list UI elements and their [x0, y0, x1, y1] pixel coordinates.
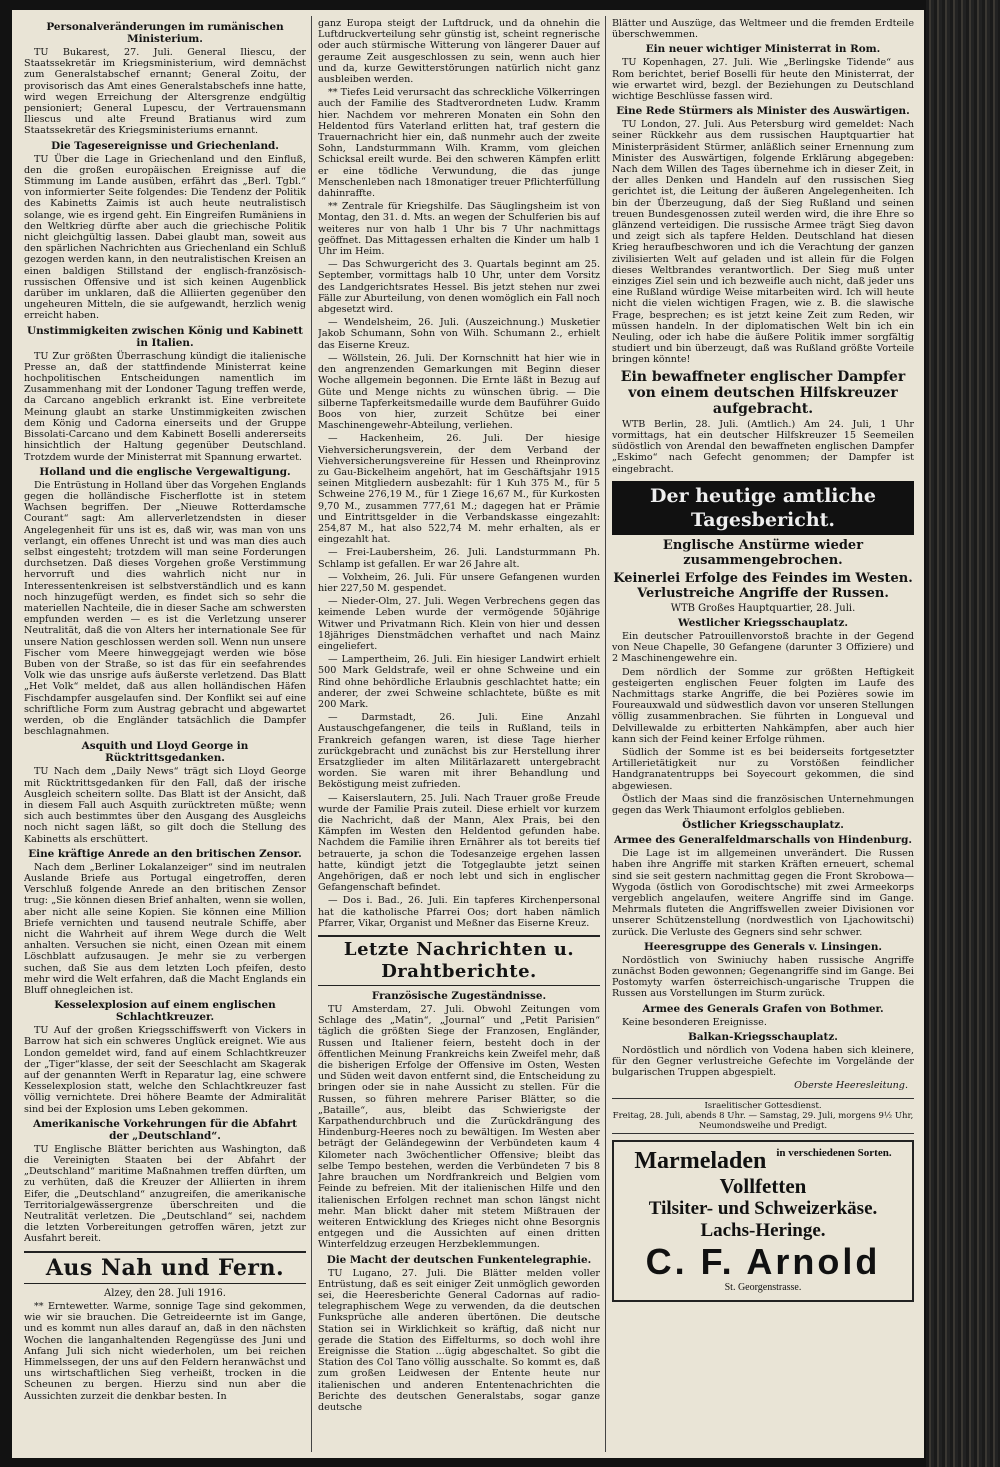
- article-text: TU London, 27. Juli. Aus Petersburg wird gemeldet: Nach seiner Rückkehr aus dem russischen Hauptquartier hat Ministerpräsident Stürmer, anläßlich seiner Ernennung zum Minister des Auswärtigen, folgende Erklärung abgegeben: Nach dem Willen des Tages übernehme ich in dieser Zeit, in der alles Denken und Handeln auf den russischen Sieg gerichtet ist, die Leitung der äußeren Angelegenheiten. Ich bin der Überzeugung, daß der Sieg Rußland und seinen treuen Bundesgenossen zuteil werden wird, die ihre Ehre so glänzend verteidigen. Die russische Armee trägt Sieg davon und zeigt sich als tapfere Helden. Deutschland hat diesen Krieg heraufbeschworen und ich die Verachtung der ganzen zivilisierten Welt auf geladen und ist allein für die Folgen dieses Weltbrandes verantwortlich. Der Sieg muß unter einziges Ziel sein und ich bezweifle auch nicht, daß jeder uns eine Rußland würdige Weise mitarbeiten wird. Ich will heute nicht die vielen wichtigen Fragen, wie z. B. die slawische Frage, besprechen; es ist jetzt keine Zeit zum Reden, wir müssen handeln. In der diplomatischen Welt bin ich ein Neuling, oder ich habe die äußere Politik immer sorgfältig studiert und bin überzeugt, daß was Rußland größte Vorteile bringen könnte!: [612, 119, 914, 366]
- headline: Armee des Generals Grafen von Bothmer.: [642, 1002, 884, 1015]
- section-title: Der heutige amtliche Tagesbericht.: [612, 481, 914, 535]
- article-text: — Darmstadt, 26. Juli. Eine Anzahl Austauschgefangener, die teils in Rußland, teils in Frankreich gefangen waren, ist diese Tage hierher zurückgebracht und zunächst bis zur Herstellung ihrer Ersatzglieder im alten Militärlazarett untergebracht worden. Sie waren mit ihrer Behandlung und Beköstigung meist zufrieden.: [318, 712, 600, 791]
- article-text: Dem nördlich der Somme zur größten Heftigkeit gesteigerten englischen Feuer folgten im Laufe des Nachmittags starke Angriffe, die bei Pozières sowie im Foureauxwald und südwestlich davon vor unseren Stellungen völlig zusammenbrachen. Sie führten in Longueval und Delvillewalde zu erbitterten Nahkämpfen, aber auch hier kann sich der Feind keiner Erfolge rühmen.: [612, 666, 914, 745]
- article-text: ** Tiefes Leid verursacht das schreckliche Völkerringen auch der Familie des Stadtverordneten Ludw. Kramm hier. Nachdem vor mehreren Monaten ein Sohn den Heldentod fürs Vaterland erlitten hat, traf gestern die Trauernachricht hier ein, daß nunmehr auch der zweite Sohn, Landsturmmann Wilh. Kramm, vom gleichen Schicksal ereilt wurde. Bei den schweren Kämpfen erlitt er eine tödliche Verwundung, die das junge Menschenleben nach 18monatiger treuer Pflichterfüllung dahinraffte.: [318, 87, 600, 200]
- notice-title: Israelitischer Gottesdienst.: [704, 1100, 822, 1111]
- article-text: Ein deutscher Patrouillenvorstoß brachte in der Gegend von Neue Chapelle, 30 Gefangene (darunter 3 Offiziere) und 2 Maschinengewehre ein.: [612, 630, 914, 665]
- article-text: Die Entrüstung in Holland über das Vorgehen Englands gegen die holländische Fischerflotte ist in stetem Wachsen begriffen. Der „Nieuwe Rotterdamsche Courant“ sagt: Am allerverletzendsten in dieser Angelegenheit für uns ist es, daß wir, was man von uns verlangt, ein offenes Unrecht ist und was man dies auch selbst eingesteht; trotzdem will man seine Forderungen durchsetzen. Daß dieses Vorgehen große Verstimmung hervorruft und dies wahrlich nicht nur in Interessentenkreisen ist selbstverständlich und es kann noch hinzugefügt werden, es findet sich so sehr die materiellen Nachteile, die in dieser Sache am schwersten empfunden werden — es ist die Verletzung unserer Neutralität, daß die von Alters her internationale See für unsere Nation geschlossen werden soll. Wenn nun unsere Fischer vom Meere hinweggejagt werden wie böse Buben von der Straße, so ist das für ein seefahrendes Volk wie das unsrige aufs äußerste verletzend. Das Blatt „Het Volk“ meldet, daß aus allen holländischen Häfen Fischdampfer ausgelaufen sind. Der Konflikt sei auf eine schriftliche Form zum Austrag gebracht und abgewartet werden, ob die Engländer tatsächlich die Dampfer beschlagnahmen.: [24, 479, 306, 738]
- headline: Westlicher Kriegsschauplatz.: [677, 616, 849, 629]
- article-text: — Nieder-Olm, 27. Juli. Wegen Verbrechens gegen das keimende Leben wurde der vermögende 50jährige Witwer und Privatmann Rich. Klein von hier und dessen 18jähriges Dienstmädchen verhaftet und nach Mainz eingeliefert.: [318, 596, 600, 652]
- article-text: Keine besonderen Ereignisse.: [622, 1016, 767, 1028]
- article-text: Südlich der Somme ist es bei beiderseits fortgesetzter Artillerietätigkeit nur zu Vorstößen feindlicher Handgranatentrupps bei Soyecourt gekommen, die sind abgewiesen.: [612, 746, 914, 792]
- article-text: Blätter und Auszüge, das Weltmeer und die fremden Erdteile überschwemmen.: [612, 18, 914, 41]
- headline: Eine Rede Stürmers als Minister des Auswärtigen.: [616, 105, 910, 118]
- column-1: [24, 18, 306, 1450]
- page-edge: [926, 0, 1000, 1467]
- article-text: Nordöstlich und nördlich von Vodena haben sich kleinere, für den Gegner verlustreiche Gefechte im Vorgelände der bulgarischen Truppen abgespielt.: [612, 1044, 914, 1079]
- article-text: — Frei-Laubersheim, 26. Juli. Landsturmmann Ph. Schlamp ist gefallen. Er war 26 Jahre alt.: [318, 547, 600, 570]
- headline: Balkan-Kriegsschauplatz.: [688, 1030, 838, 1043]
- article-text: WTB Berlin, 28. Juli. (Amtlich.) Am 24. Juli, 1 Uhr vormittags, hat ein deutscher Hilfskreuzer 15 Seemeilen südöstlich von Arendal den bewaffneten englischen Dampfer „Eskimo“ nach Gefecht genommen; der Dampfer ist eingebracht.: [612, 418, 914, 475]
- headline: Die Macht der deutschen Funkentelegraphie.: [326, 1253, 592, 1266]
- headline: Die Tagesereignisse und Griechenland.: [51, 139, 279, 152]
- headline: Amerikanische Vorkehrungen für die Abfahrt der „Deutschland“.: [33, 1117, 297, 1142]
- headline: Kesselexplosion auf einem englischen Schlachtkreuzer.: [54, 999, 276, 1024]
- ad-line: Tilsiter- und Schweizerkäse.: [648, 1197, 878, 1219]
- section-title: Letzte Nachrichten u. Drahtberichte.: [318, 935, 600, 986]
- article-text: ganz Europa steigt der Luftdruck, und da ohnehin die Luftdruckverteilung sehr günstig ist, scheint regnerische oder auch stürmische Witterung von längerer Dauer auf geraume Zeit ausgeschlossen zu sein, wenn auch hier und da, kurze Gewitterstörungen natürlich nicht ganz ausbleiben werden.: [318, 18, 600, 86]
- article-text: TU Lugano, 27. Juli. Die Blätter melden voller Entrüstung, daß es seit einiger Zeit unmöglich geworden sei, die Heeresberichte General Cadornas auf radio-telegraphischem Wege zu verwenden, da die deutschen Funksprüche alle anderen übertönen. Die deutsche Station sei in Wirklichkeit so kräftig, daß nicht nur gerade die Station des Eiffelturms, so doch wohl ihre Ereignisse die Station ...ügig abgeschaltet. So gibt die Station des Col Tano völlig ausschalte. So kommt es, daß zum großen Leidwesen der Entente heute nur italienischen und anderen Ententenachrichten die Berichte des deutschen Generalstabs, sogar ganze deutsche: [318, 1267, 600, 1413]
- column-3: [612, 18, 914, 1450]
- article-text: ** Zentrale für Kriegshilfe. Das Säuglingsheim ist von Montag, den 31. d. Mts. an wegen der Schulferien bis auf weiteres nur von halb 1 Uhr bis 7 Uhr nachmittags geöffnet. Das Mittagessen erhalten die Kinder um halb 1 Uhr im Heim.: [318, 201, 600, 258]
- column-2: [318, 18, 600, 1450]
- headline: Unstimmigkeiten zwischen König und Kabinett in Italien.: [27, 324, 303, 349]
- article-text: — Volxheim, 26. Juli. Für unsere Gefangenen wurden hier 227,50 M. gespendet.: [318, 571, 600, 594]
- headline: Eine kräftige Anrede an den britischen Zensor.: [28, 847, 302, 860]
- article-text: Nach dem „Berliner Lokalanzeiger“ sind im neutralen Auslande Briefe aus Portugal eingetroffen, deren Verschluß folgende Anrede an den britischen Zensor trug: „Sie können diesen Brief anhalten, wenn sie wollen, aber nicht alle seine Kopien. Sie können eine Million Briefe vernichten und tausend neutrale Schiffe, aber nicht die Wahrheit auf ihrem Wege durch die Welt anhalten. Versuchen sie nicht, einen Ozean mit einem Löschblatt aufzusaugen. Je mehr sie zu verbergen suchen, daß Sie aus dem letzten Loch pfeifen, desto mehr wird die Welt erfahren, daß die Macht Englands ein Bluff ohnegleichen ist.: [24, 861, 306, 997]
- headline: Asquith und Lloyd George in Rücktrittsgedanken.: [81, 740, 249, 765]
- ad-note: in verschiedenen Sorten.: [776, 1146, 892, 1159]
- dateline: WTB Großes Hauptquartier, 28. Juli.: [670, 602, 856, 614]
- article-text: — Hackenheim, 26. Juli. Der hiesige Viehversicherungsverein, der dem Verband der Viehversicherungsvereine für Hessen und Rheinprovinz zu Gau-Bickelheim angehört, hat im Geschäftsjahr 1915 seinen Mitgliedern ausbezahlt: für 1 Kuh 375 M., für 5 Schweine 276,19 M., für 1 Ziege 16,67 M., für Kurkosten 9,70 M., zusammen 777,61 M.; dagegen hat er Prämie und Eintrittsgelder in die Verbandskasse eingezahlt: 254,87 M., hat also 522,74 M. mehr erhalten, als er eingezahlt hat.: [318, 433, 600, 546]
- dateline: Alzey, den 28. Juli 1916.: [104, 1287, 226, 1299]
- article-text: TU Bukarest, 27. Juli. General Iliescu, der Staatssekretär im Kriegsministerium, wird demnächst zum Generalstabschef ernannt; General Zoitu, der provisorisch das Amt eines Generalstabschefs inne hatte, wird wegen Erreichung der Altersgrenze endgültig pensioniert; General Lupescu, der Vertrauensmann Iliescus und alte Freund Bratianus wird zum Staatssekretär des Kriegsministeriums ernannt.: [24, 47, 306, 137]
- headline: Holland und die englische Vergewaltigung.: [39, 465, 291, 478]
- article-text: TU Zur größten Überraschung kündigt die italienische Presse an, daß der stattfindende Ministerrat keine hochpolitischen Entscheidungen namentlich im Zusammenhang mit der Londoner Tagung treffen werde, da Carcano angeblich erkrankt ist. Eine verbreitete Meinung glaubt an starke Unstimmigkeiten zwischen dem König und Cadorna einerseits und der Gruppe Bissolati-Carcano und dem Kabinett Boselli andererseits hinsichtlich der Haltung gegenüber Deutschland. Trotzdem wurde der Ministerrat mit Spannung erwartet.: [24, 350, 306, 463]
- headline: Personalveränderungen im rumänischen Ministerium.: [46, 21, 284, 45]
- headline: Heeresgruppe des Generals v. Linsingen.: [643, 940, 883, 953]
- newspaper-page: [12, 10, 924, 1458]
- column-divider: [605, 16, 606, 1452]
- ad-address: St. Georgenstrasse.: [724, 1281, 802, 1293]
- headline: Ein bewaffneter englischer Dampfer von einem deutschen Hilfskreuzer aufgebracht.: [620, 368, 906, 417]
- article-text: TU Kopenhagen, 27. Juli. Wie „Berlingske Tidende“ aus Rom berichtet, berief Boselli für heute den Ministerrat, der wie erwartet wird, bezgl. der Beziehungen zu Deutschland wichtige Beschlüsse fassen wird.: [612, 57, 914, 103]
- article-text: — Wendelsheim, 26. Juli. (Auszeichnung.) Musketier Jakob Schumann, Sohn von Wilh. Schumann 2., erhielt das Eiserne Kreuz.: [318, 317, 600, 351]
- worship-notice: [612, 1098, 914, 1134]
- article-text: Nordöstlich von Swiniuchy haben russische Angriffe zunächst Boden gewonnen; Gegenangriffe sind im Gange. Bei Postomyty warfen österreichisch-ungarische Truppen die Russen aus Vorstellungen im Sturm zurück.: [612, 954, 914, 1000]
- article-text: Östlich der Maas sind die französischen Unternehmungen gegen das Werk Thiaumont erfolglos geblieben.: [612, 793, 914, 816]
- ad-product: Marmeladen: [634, 1147, 767, 1174]
- article-text: — Lampertheim, 26. Juli. Ein hiesiger Landwirt erhielt 500 Mark Geldstrafe, weil er ohne Schweine und ein Rind ohne behördliche Erlaubnis geschlachtet hatte; ein anderer, der zwei Schweine schlachtete, büßte es mit 200 Mark.: [318, 654, 600, 710]
- headline: Französische Zugeständnisse.: [371, 990, 547, 1003]
- section-title: Aus Nah und Fern.: [24, 1251, 306, 1284]
- article-text: TU Über die Lage in Griechenland und den Einfluß, den die großen europäischen Ereignisse auf die Stimmung im Lande ausüben, erfährt das „Berl. Tgbl.“ von informierter Seite folgendes: Die Tendenz der Politik des Kabinetts Zaimis ist auch heute neutralistisch solange, wie es irgend geht. Ein Eingreifen Rumäniens in den Weltkrieg dürfte aber auch die griechische Politik nicht gleichgültig lassen. Dabei glaubt man, soweit aus den spärlichen Nachrichten aus Griechenland ein Schluß gezogen werden kann, in den neutralistischen Kreisen an einen baldigen Stillstand der englisch-französisch-russischen Offensive und ist sich keinen Augenblick darüber im unklaren, daß die Alliierten gegenüber den ungeheuren Mitteln, die sie aufgewandt, herzlich wenig erreicht haben.: [24, 153, 306, 322]
- article-text: TU Englische Blätter berichten aus Washington, daß die Vereinigten Staaten bei der Abfahrt der „Deutschland“ maritime Maßnahmen treffen dürften, um zu verhüten, daß die Kreuzer der Alliierten in ihrem Eifer, die „Deutschland“ anzugreifen, die amerikanische Territorialgewässergrenze überschreiten und die Neutralität verletzen. Die „Deutschland“ sei, nachdem die letzten Vorbereitungen getroffen wären, jetzt zur Ausfahrt bereit.: [24, 1143, 306, 1245]
- headline: Keinerlei Erfolge des Feindes im Westen. Verlustreiche Angriffe der Russen.: [613, 570, 913, 601]
- article-text: — Dos i. Bad., 26. Juli. Ein tapferes Kirchenpersonal hat die katholische Pfarrei Oos; dort haben nämlich Pfarrer, Vikar, Organist und Meßner das Eiserne Kreuz.: [318, 895, 600, 929]
- advertisement: [612, 1140, 914, 1302]
- ad-line: [618, 1148, 908, 1174]
- article-text: TU Auf der großen Kriegsschiffswerft von Vickers in Barrow hat sich ein schweres Unglück ereignet. Wie aus London gemeldet wird, fand auf einem Schlachtkreuzer der „Tiger“klasse, der seit der Seeschlacht am Skagerak auf der genannten Werft in Reparatur lag, eine schwere Kesselexplosion statt, welche den Schlachtkreuzer fast völlig vernichtete. Drei höhere Beamte der Admiralität sind bei der Explosion ums Leben gekommen.: [24, 1025, 306, 1115]
- headline: Östlicher Kriegsschauplatz.: [682, 819, 844, 832]
- article-text: ** Erntewetter. Warme, sonnige Tage sind gekommen, wie wir sie brauchen. Die Getreideernte ist im Gange, und es kommt nun alles darauf an, daß in den nächsten Wochen die langanhaltenden Regengüsse des Juni und Anfang Juli sich nicht wiederholen, um bei reichen Himmelssegen, der uns auf den Feldern heranwächst und uns wirtschaftlichen Sieg verheißt, trocken in die Scheunen zu bergen. Hierzu sind nun aber die Aussichten zurzeit die denkbar besten. In: [24, 1300, 306, 1402]
- article-text: — Kaiserslautern, 25. Juli. Nach Trauer große Freude wurde der Familie Prais zuteil. Diese erhielt vor kurzem die Nachricht, daß der Mann, Alex Prais, bei den Kämpfen im Westen den Heldentod gefunden habe. Nachdem die Familie ihren Ernährer als tot bereits tief betrauerte, ja schon die Todesanzeige ergehen lassen hatte, kündigt jetzt die Totgeglaubte jetzt seinen Angehörigen, daß er noch lebt und sich in englischer Gefangenschaft befindet.: [318, 792, 600, 894]
- signature: Oberste Heeresleitung.: [794, 1080, 908, 1092]
- ad-line: Lachs-Heringe.: [700, 1219, 826, 1241]
- article-text: — Wöllstein, 26. Juli. Der Kornschnitt hat hier wie in den angrenzenden Gemarkungen mit Beginn dieser Woche allgemein begonnen. Die Ernte läßt in Bezug auf Güte und Menge nichts zu wünschen übrig. — Die silberne Tapferkeitsmedaille wurde dem Bauführer Guido Boos von hier, zurzeit Schütze bei einer Maschinengewehr-Abteilung, verliehen.: [318, 352, 600, 432]
- notice-text: Freitag, 28. Juli, abends 8 Uhr. — Samstag, 29. Juli, morgens 9½ Uhr, Neumondsweihe und Predigt.: [612, 1110, 914, 1131]
- article-text: TU Nach dem „Daily News“ trägt sich Lloyd George mit Rücktrittsgedanken für den Fall, daß der irische Ausgleich scheitern sollte. Das Blatt ist der Ansicht, daß in diesem Fall auch Asquith zurücktreten müßte; wenn sich auch bestimmtes über den Ausgang des Ausgleichs noch nicht sagen läßt, so gilt doch die Stellung des Kabinetts als erschüttert.: [24, 766, 306, 845]
- article-text: Die Lage ist im allgemeinen unverändert. Die Russen haben ihre Angriffe mit starken Kräften erneuert, schemal sind sie seit gestern nachmittag gegen die Front Skrobowa—Wygoda (östlich von Gorodischtsche) mit zwei Armeekorps vergeblich angelaufen, weitere Angriffe sind im Gange. Mehrmals fluteten die Angriffswellen zweier Divisionen vor unserer Schützenstellung (nordwestlich von Ljachowitschi) zurück. Die Verluste des Gegners sind sehr schwer.: [612, 848, 914, 938]
- headline: Ein neuer wichtiger Ministerrat in Rom.: [645, 43, 881, 56]
- ad-line: Vollfetten: [719, 1173, 807, 1198]
- article-text: TU Amsterdam, 27. Juli. Obwohl Zeitungen vom Schlage des „Matin“, „Journal“ und „Petit Parisien“ täglich die größten Siege der Franzosen, Engländer, Russen und Italiener feiern, besteht doch in der öffentlichen Meinung Frankreichs kein Zweifel mehr, daß die bisherigen Erfolge der Offensive im Osten, Westen und Süden weit davon entfernt sind, die Entscheidung zu bringen oder sie in nahe Aussicht zu stellen. Für die Russen, so führen mehrere Pariser Blätter, so die „Bataille“, aus, bleibt das Schwierigste der Karpathendurchbruch und die Zurückdrängung des Hindenburg-Heeres noch zu bewältigen. Im Westen aber beträgt der Geländegewinn der Verbündeten kaum 4 Kilometer nach 3wöchentlicher Offensive; bleibt das selbe Tempo bestehen, werden die Verbündeten 7 bis 8 Jahre brauchen um Nordfrankreich und Belgien vom Feinde zu befreien. Mit der italienischen Hilfe und den italienischen Erfolgen rechnet man schon längst nicht mehr. Man blickt daher mit stetem Mißtrauen der weiteren Entwicklung des Krieges nicht ohne Besorgnis entgegen und die Aussichten auf einen dritten Winterfeldzug erzeugen Herzbeklemmungen.: [318, 1004, 600, 1251]
- ad-company: C. F. Arnold: [645, 1240, 881, 1282]
- column-divider: [311, 16, 312, 1452]
- headline: Englische Anstürme wieder zusammengebrochen.: [662, 537, 864, 568]
- headline: Armee des Generalfeldmarschalls von Hindenburg.: [614, 834, 912, 847]
- article-text: — Das Schwurgericht des 3. Quartals beginnt am 25. September, vormittags halb 10 Uhr, unter dem Vorsitz des Landgerichtsrates Hessel. Bis jetzt stehen nur zwei Fälle zur Aburteilung, von denen womöglich ein Fall noch abgesetzt wird.: [318, 259, 600, 316]
